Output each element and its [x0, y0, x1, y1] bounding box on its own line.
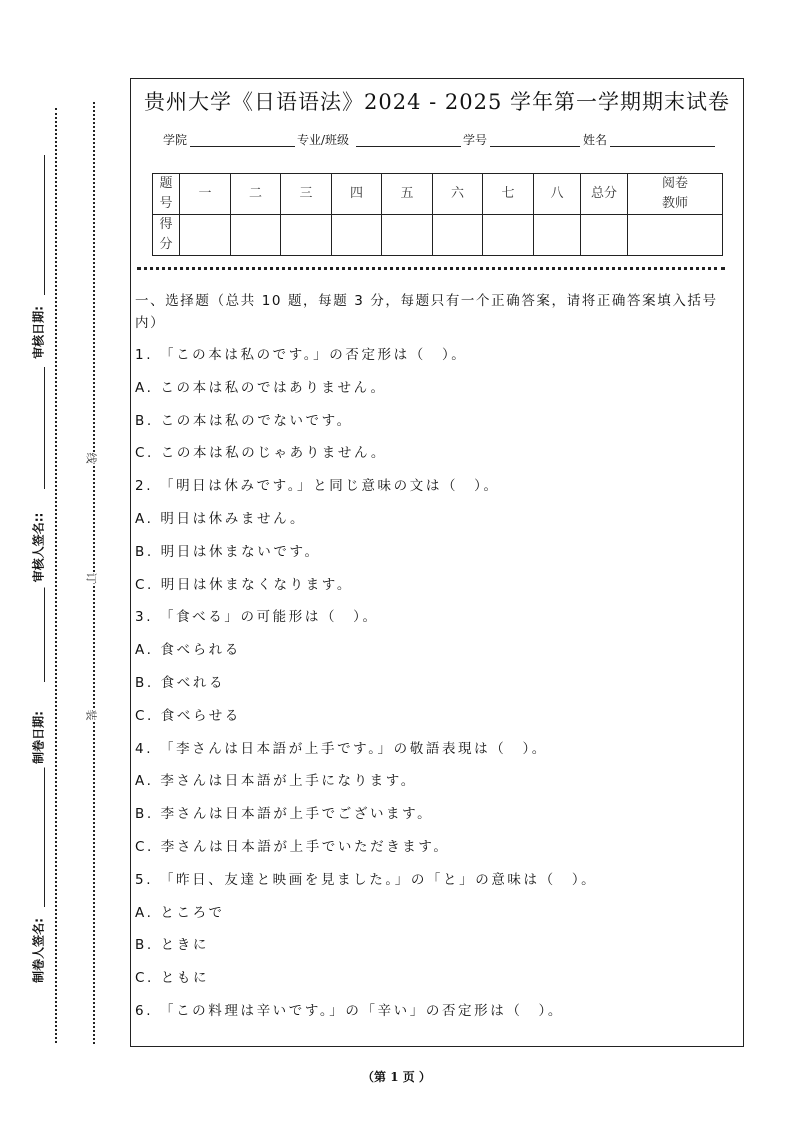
cell-text: 教师 — [661, 196, 688, 211]
question-stem: 2. 「明日は休みです。」と同じ意味の文は（ ）。 — [135, 478, 500, 495]
score-table-score-row — [153, 215, 723, 256]
question-body — [135, 290, 735, 1033]
header-cell: 四 — [332, 174, 382, 215]
cell-text: 号 — [159, 196, 173, 211]
score-cell[interactable] — [483, 215, 534, 256]
signature-line — [44, 155, 45, 295]
field-label-major-class: 专业/班级 — [297, 133, 350, 147]
answer-option: A. 食べられる — [135, 642, 241, 659]
score-table-header-row — [153, 174, 723, 215]
header-cell: 总分 — [581, 174, 628, 215]
college-field[interactable] — [190, 146, 295, 147]
score-cell[interactable] — [534, 215, 581, 256]
header-cell: 五 — [382, 174, 433, 215]
review-date-label: 审核日期: — [30, 303, 47, 363]
student-id-field[interactable] — [490, 146, 580, 147]
question-stem: 4. 「李さんは日本語が上手です。」の敬語表現は（ ）。 — [135, 740, 548, 757]
preparer-signature-label: 制卷人签名: — [30, 916, 47, 986]
field-label-name: 姓名 — [583, 133, 608, 147]
question-stem: 6. 「この料理は辛いです。」の「辛い」の否定形は（ ）。 — [135, 1002, 564, 1019]
prepare-date-label: 制卷日期: — [30, 708, 47, 768]
cell-text: 题 — [159, 176, 173, 191]
question-stem: 5. 「昨日、友達と映画を見ました。」の「と」の意味は（ ）。 — [135, 871, 598, 888]
field-label-student-id: 学号 — [463, 133, 488, 147]
answer-option: B. 李さんは日本語が上手でございます。 — [135, 806, 434, 823]
question-stem: 3. 「食べる」の可能形は（ ）。 — [135, 609, 379, 626]
gutter-mark-ding: 订 — [84, 572, 98, 584]
question-stem: 1. 「この本は私のです。」の否定形は（ ）。 — [135, 347, 468, 363]
score-cell[interactable] — [433, 215, 483, 256]
major-class-field[interactable] — [356, 146, 461, 147]
header-cell: 六 — [433, 174, 483, 215]
score-cell[interactable] — [231, 215, 281, 256]
gutter-mark-xian: 线 — [84, 452, 98, 464]
header-cell: 八 — [534, 174, 581, 215]
header-cell: 二 — [231, 174, 281, 215]
score-cell[interactable] — [332, 215, 382, 256]
section-heading: 一、选择题（总共 10 题，每题 3 分，每题只有一个正确答案，请将正确答案填入括号内） — [135, 293, 718, 331]
header-cell: 三 — [281, 174, 332, 215]
answer-option: C. 食べらせる — [135, 707, 241, 724]
name-field[interactable] — [610, 146, 715, 147]
answer-option: C. 李さんは日本語が上手でいただきます。 — [135, 838, 450, 855]
dotted-separator — [137, 267, 725, 270]
cell-text: 得 — [159, 217, 173, 232]
score-cell[interactable] — [581, 215, 628, 256]
header-cell — [628, 174, 723, 215]
signature-line — [44, 367, 45, 489]
page-number: （第 1 页 ） — [362, 1070, 431, 1084]
signature-line — [44, 767, 45, 907]
score-cell[interactable] — [281, 215, 332, 256]
gutter-mark-zhuang: 装 — [84, 709, 98, 721]
answer-option: A. 李さんは日本語が上手になります。 — [135, 773, 417, 790]
answer-option: B. ときに — [135, 937, 209, 954]
answer-option: A. 明日は休みません。 — [135, 510, 307, 527]
question-lines — [135, 344, 735, 1033]
score-cell[interactable] — [628, 215, 723, 256]
answer-option: C. ともに — [135, 970, 210, 987]
score-cell[interactable] — [382, 215, 433, 256]
answer-option: A. ところで — [135, 904, 225, 921]
header-cell: 七 — [483, 174, 534, 215]
header-cell: 一 — [180, 174, 231, 215]
score-table — [152, 173, 723, 256]
answer-option: B. 明日は休まないです。 — [135, 543, 321, 560]
answer-option: C. 明日は休まなくなります。 — [135, 576, 353, 593]
reviewer-signature-label: 审核人签名:: — [30, 508, 47, 588]
answer-option: B. この本は私のでないです。 — [135, 412, 353, 429]
signature-line — [44, 585, 45, 682]
exam-title: 贵州大学《日语语法》2024 - 2025 学年第一学期期末试卷 — [143, 90, 730, 114]
field-label-college: 学院 — [163, 133, 188, 147]
margin-dotted-line — [55, 108, 57, 1043]
answer-option: C. この本は私のじゃありません。 — [135, 445, 388, 462]
answer-option: B. 食べれる — [135, 674, 226, 691]
cell-text: 阅卷 — [661, 176, 688, 191]
cell-text: 分 — [159, 237, 173, 252]
header-cell — [153, 215, 180, 256]
header-cell — [153, 174, 180, 215]
score-cell[interactable] — [180, 215, 231, 256]
answer-option: A. この本は私のではありません。 — [135, 379, 387, 396]
